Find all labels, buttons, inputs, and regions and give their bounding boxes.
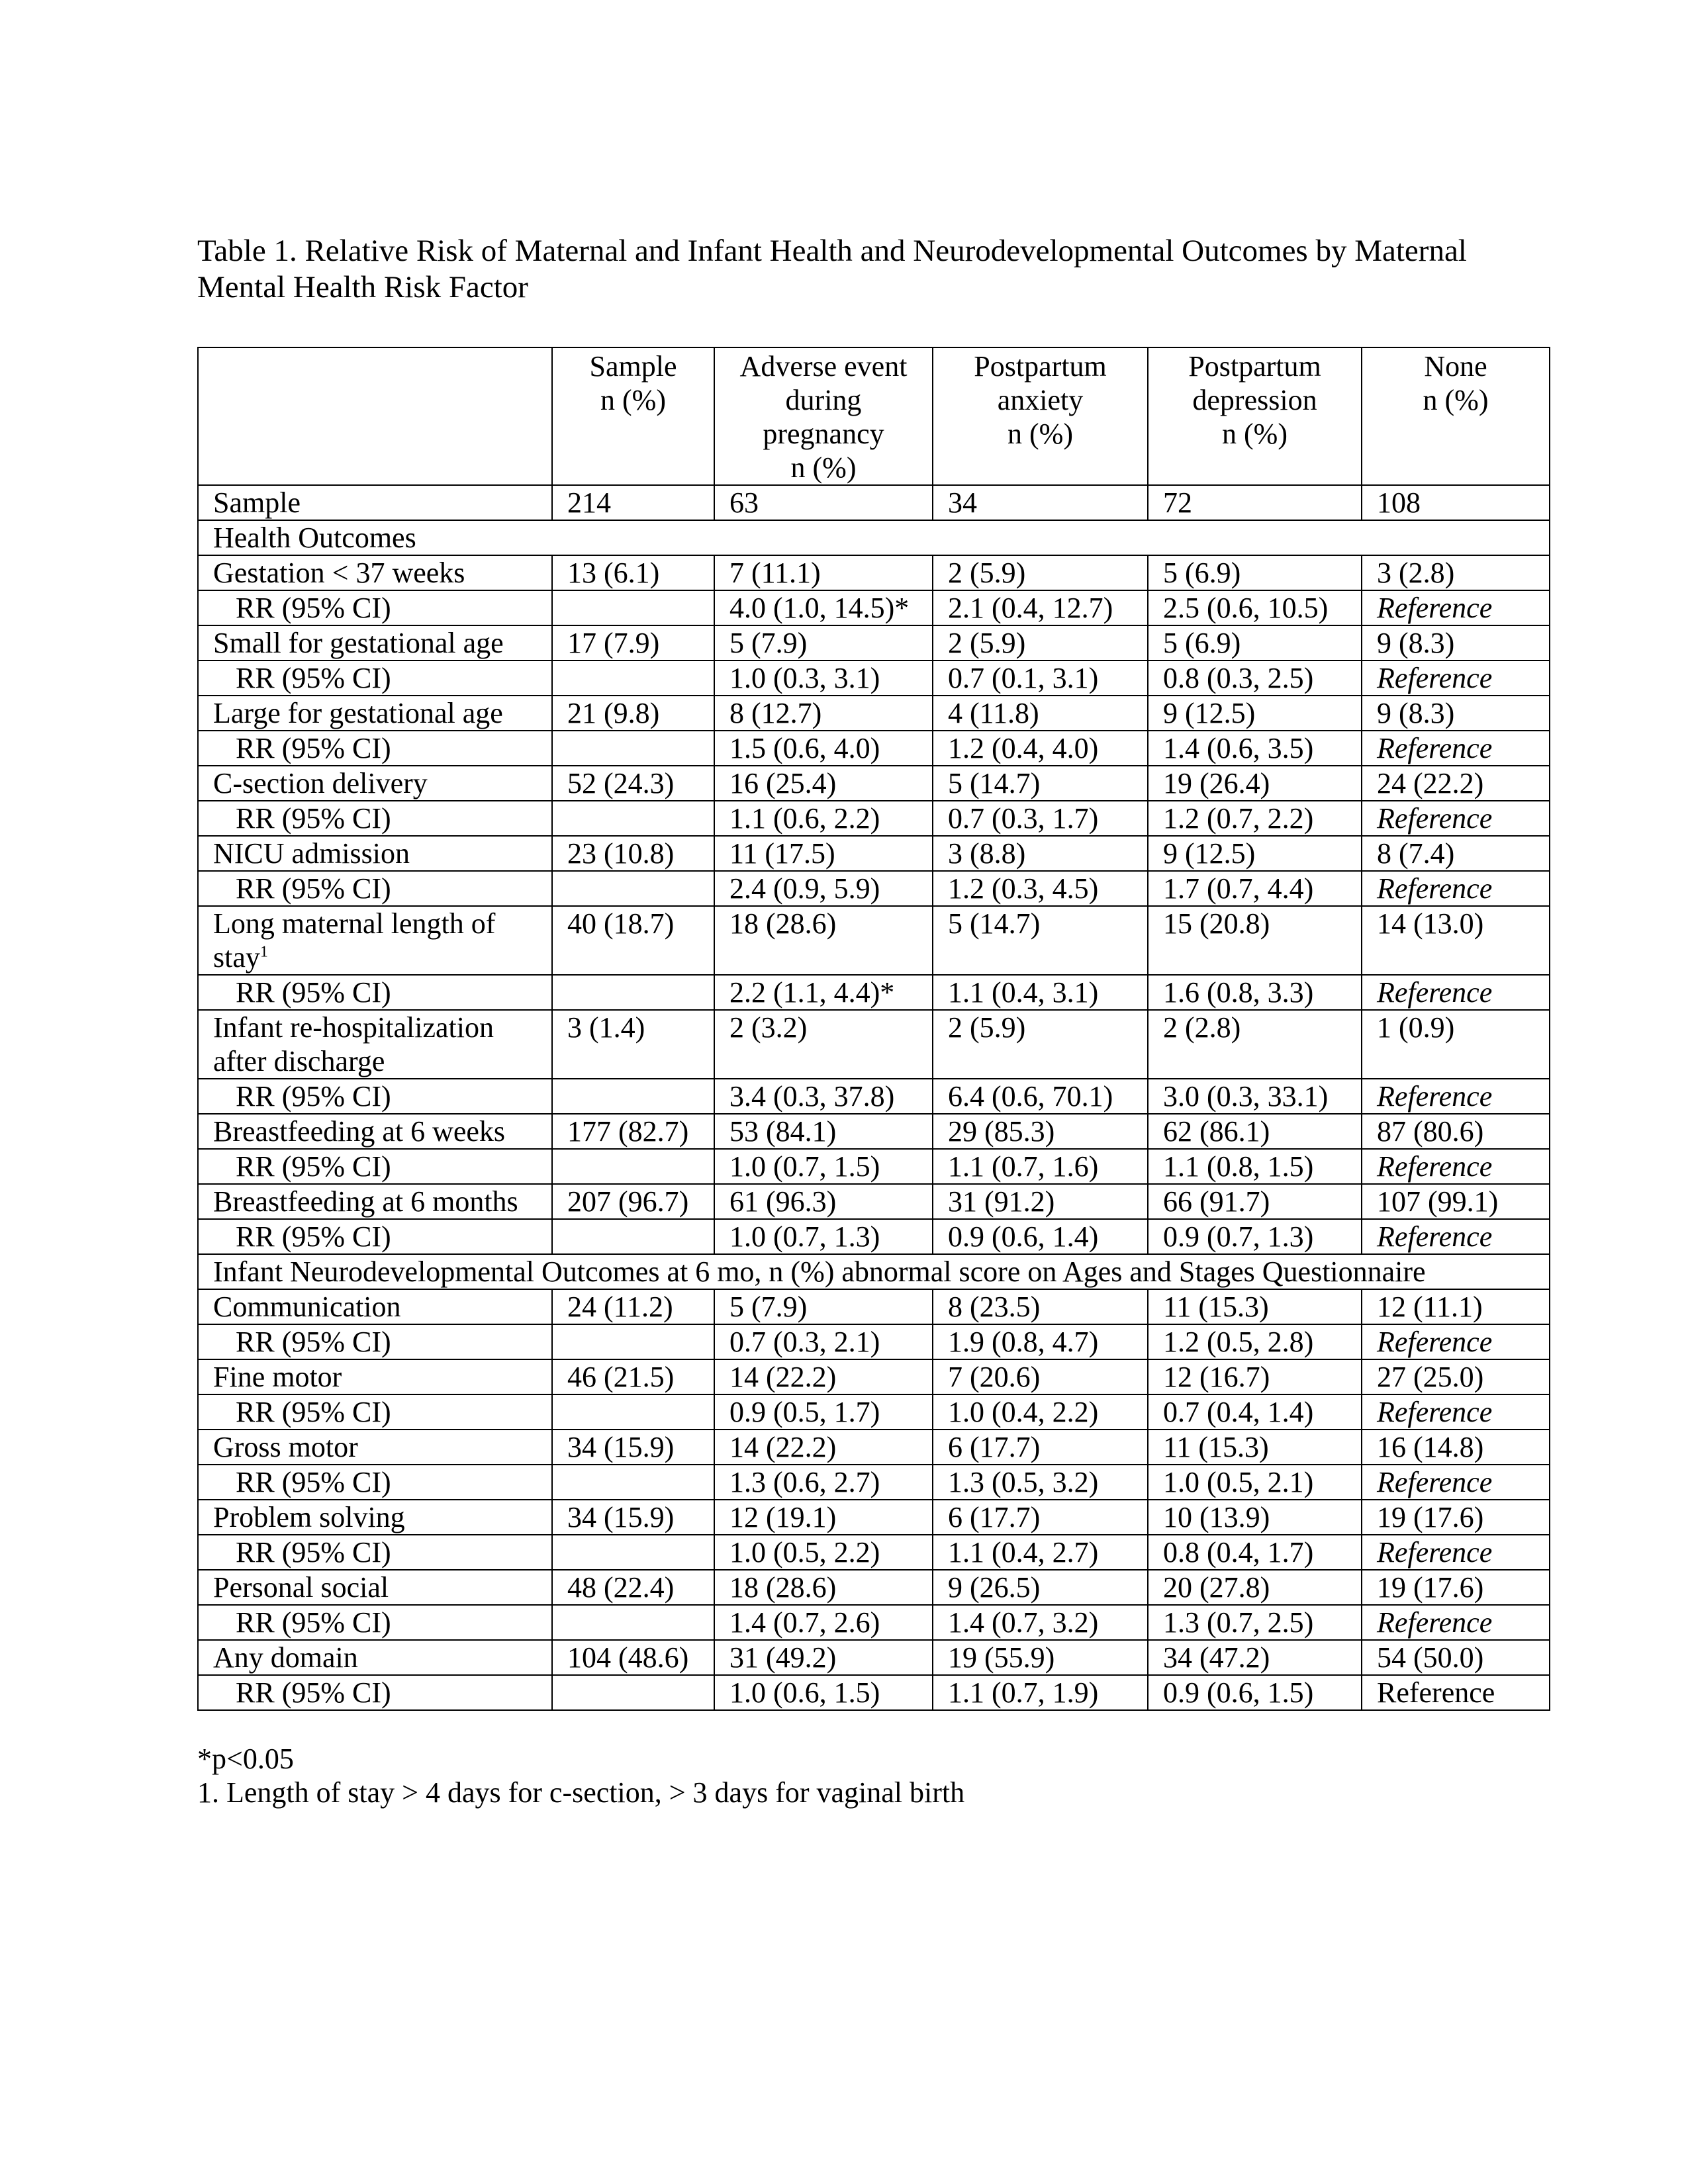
value-cell: 34 (15.9) [552, 1500, 714, 1535]
rr-row [198, 1324, 1550, 1359]
value-cell: 1.2 (0.7, 2.2) [1148, 801, 1362, 836]
value-cell: Reference [1362, 1394, 1550, 1430]
value-cell: 4 (11.8) [933, 696, 1148, 731]
value-cell: 17 (7.9) [552, 625, 714, 660]
footnote-significance: *p<0.05 [197, 1743, 294, 1775]
value-cell: 16 (25.4) [714, 766, 933, 801]
row-label-text: Large for gestational age [213, 697, 503, 729]
value-cell: 1.0 (0.6, 1.5) [714, 1675, 933, 1710]
value-cell: 1.0 (0.5, 2.1) [1148, 1465, 1362, 1500]
value-cell [552, 1394, 714, 1430]
row-label-text: Problem solving [213, 1501, 405, 1533]
value-cell: 2.2 (1.1, 4.4)* [714, 975, 933, 1010]
value-cell: 31 (91.2) [933, 1184, 1148, 1219]
value-cell [552, 871, 714, 906]
row-label-text: Gross motor [213, 1431, 358, 1463]
rr-label [198, 1149, 552, 1184]
header-text: n (%) [1423, 384, 1489, 416]
outcome-row [198, 1289, 1550, 1324]
value-cell: 1.1 (0.4, 2.7) [933, 1535, 1148, 1570]
value-cell: 1.4 (0.6, 3.5) [1148, 731, 1362, 766]
value-cell: 1.1 (0.4, 3.1) [933, 975, 1148, 1010]
rr-label [198, 1394, 552, 1430]
value-cell: 72 [1148, 485, 1362, 520]
value-cell: 2 (2.8) [1148, 1010, 1362, 1079]
outcome-label [198, 696, 552, 731]
value-cell: 7 (11.1) [714, 555, 933, 590]
value-cell: 12 (11.1) [1362, 1289, 1550, 1324]
outcome-label [198, 1114, 552, 1149]
outcomes-table [197, 347, 1550, 1711]
value-cell: 1.3 (0.7, 2.5) [1148, 1605, 1362, 1640]
rr-label [198, 660, 552, 696]
row-label-text: RR (95% CI) [236, 1536, 391, 1569]
value-cell: 6.4 (0.6, 70.1) [933, 1079, 1148, 1114]
outcome-row [198, 1500, 1550, 1535]
row-label-text: NICU admission [213, 837, 410, 870]
rr-label [198, 1324, 552, 1359]
rr-row [198, 1149, 1550, 1184]
rr-row [198, 1219, 1550, 1254]
value-cell: 0.7 (0.4, 1.4) [1148, 1394, 1362, 1430]
row-label-text: Infant re-hospitalization after discharge [213, 1011, 494, 1077]
value-cell: 1.0 (0.7, 1.5) [714, 1149, 933, 1184]
outcome-row [198, 485, 1550, 520]
header-text: n (%) [600, 384, 666, 416]
value-cell: 5 (14.7) [933, 766, 1148, 801]
row-label-text: C-section delivery [213, 767, 428, 799]
value-cell: 19 (55.9) [933, 1640, 1148, 1675]
row-label-text: Small for gestational age [213, 627, 504, 659]
value-cell: 1.4 (0.7, 2.6) [714, 1605, 933, 1640]
rr-row [198, 1394, 1550, 1430]
rr-label [198, 1079, 552, 1114]
value-cell: 1.1 (0.7, 1.6) [933, 1149, 1148, 1184]
value-cell: 19 (26.4) [1148, 766, 1362, 801]
row-label-text: RR (95% CI) [236, 1220, 391, 1253]
header-text: depression [1192, 384, 1317, 416]
value-cell: 53 (84.1) [714, 1114, 933, 1149]
rr-row [198, 590, 1550, 625]
outcome-row [198, 836, 1550, 871]
rr-row [198, 731, 1550, 766]
value-cell [552, 1079, 714, 1114]
value-cell: Reference [1362, 1324, 1550, 1359]
value-cell: Reference [1362, 590, 1550, 625]
value-cell: 1.1 (0.8, 1.5) [1148, 1149, 1362, 1184]
value-cell: 1.1 (0.7, 1.9) [933, 1675, 1148, 1710]
value-cell: Reference [1362, 1219, 1550, 1254]
value-cell: 0.9 (0.6, 1.4) [933, 1219, 1148, 1254]
value-cell: 15 (20.8) [1148, 906, 1362, 975]
rr-label [198, 975, 552, 1010]
row-label-text: RR (95% CI) [236, 1150, 391, 1183]
row-label-text: RR (95% CI) [236, 976, 391, 1009]
value-cell: 7 (20.6) [933, 1359, 1148, 1394]
value-cell [552, 975, 714, 1010]
outcome-label [198, 555, 552, 590]
value-cell: 66 (91.7) [1148, 1184, 1362, 1219]
value-cell: 0.9 (0.6, 1.5) [1148, 1675, 1362, 1710]
value-cell: Reference [1362, 660, 1550, 696]
header-postpartum-depression [1148, 347, 1362, 485]
row-label-text: Any domain [213, 1641, 358, 1674]
value-cell: Reference [1362, 731, 1550, 766]
value-cell: 24 (11.2) [552, 1289, 714, 1324]
value-cell: 1.4 (0.7, 3.2) [933, 1605, 1148, 1640]
value-cell: 0.9 (0.7, 1.3) [1148, 1219, 1362, 1254]
value-cell: 3 (2.8) [1362, 555, 1550, 590]
value-cell: 1.2 (0.3, 4.5) [933, 871, 1148, 906]
value-cell: 5 (7.9) [714, 1289, 933, 1324]
value-cell: 104 (48.6) [552, 1640, 714, 1675]
value-cell: 54 (50.0) [1362, 1640, 1550, 1675]
value-cell: 62 (86.1) [1148, 1114, 1362, 1149]
value-cell: 2.1 (0.4, 12.7) [933, 590, 1148, 625]
header-row [198, 347, 1550, 485]
header-text: Adverse event [739, 350, 908, 383]
row-label-text: Breastfeeding at 6 months [213, 1185, 518, 1218]
rr-row [198, 1535, 1550, 1570]
value-cell: Reference [1362, 1149, 1550, 1184]
value-cell: 1 (0.9) [1362, 1010, 1550, 1079]
outcome-row [198, 1570, 1550, 1605]
value-cell: Reference [1362, 1465, 1550, 1500]
row-label-text: Fine motor [213, 1361, 342, 1393]
value-cell: 9 (12.5) [1148, 836, 1362, 871]
value-cell: 177 (82.7) [552, 1114, 714, 1149]
footnotes [197, 1742, 964, 1809]
value-cell: Reference [1362, 975, 1550, 1010]
value-cell [552, 801, 714, 836]
section-row [198, 1254, 1550, 1289]
outcome-row [198, 1430, 1550, 1465]
value-cell: 0.7 (0.3, 1.7) [933, 801, 1148, 836]
outcome-row [198, 555, 1550, 590]
row-label-text: RR (95% CI) [236, 802, 391, 835]
rr-row [198, 975, 1550, 1010]
outcome-label [198, 1184, 552, 1219]
header-text: pregnancy [763, 418, 884, 450]
outcome-label [198, 836, 552, 871]
value-cell: 48 (22.4) [552, 1570, 714, 1605]
value-cell: 9 (12.5) [1148, 696, 1362, 731]
value-cell: 23 (10.8) [552, 836, 714, 871]
value-cell: 0.7 (0.1, 3.1) [933, 660, 1148, 696]
outcome-label [198, 1359, 552, 1394]
outcome-label [198, 1500, 552, 1535]
value-cell: 34 (47.2) [1148, 1640, 1362, 1675]
value-cell: 87 (80.6) [1362, 1114, 1550, 1149]
row-label-text: RR (95% CI) [236, 872, 391, 905]
rr-label [198, 731, 552, 766]
value-cell: 108 [1362, 485, 1550, 520]
section-row [198, 520, 1550, 555]
value-cell: 16 (14.8) [1362, 1430, 1550, 1465]
value-cell: 29 (85.3) [933, 1114, 1148, 1149]
row-label-text: RR (95% CI) [236, 1466, 391, 1498]
value-cell: 2 (5.9) [933, 625, 1148, 660]
value-cell: 2 (5.9) [933, 555, 1148, 590]
row-label-text: Sample [213, 486, 301, 519]
value-cell [552, 1324, 714, 1359]
value-cell: 14 (22.2) [714, 1430, 933, 1465]
value-cell: 9 (8.3) [1362, 696, 1550, 731]
value-cell: 5 (6.9) [1148, 625, 1362, 660]
value-cell: 8 (12.7) [714, 696, 933, 731]
table-title: Table 1. Relative Risk of Maternal and Infant Health and Neurodevelopmental Outcomes by Maternal Mental Health Risk Factor [197, 234, 1467, 304]
header-none [1362, 347, 1550, 485]
value-cell: 8 (7.4) [1362, 836, 1550, 871]
value-cell: 11 (15.3) [1148, 1430, 1362, 1465]
outcome-row [198, 696, 1550, 731]
header-text: anxiety [997, 384, 1084, 416]
header-blank [198, 347, 552, 485]
value-cell: Reference [1362, 1535, 1550, 1570]
value-cell: Reference [1362, 1605, 1550, 1640]
value-cell: 5 (14.7) [933, 906, 1148, 975]
value-cell: 1.3 (0.5, 3.2) [933, 1465, 1148, 1500]
outcome-row [198, 906, 1550, 975]
row-label-text: Personal social [213, 1571, 389, 1604]
outcome-label [198, 1010, 552, 1079]
value-cell [552, 1605, 714, 1640]
row-label-text: RR (95% CI) [236, 1326, 391, 1358]
value-cell: 20 (27.8) [1148, 1570, 1362, 1605]
row-label-text: Breastfeeding at 6 weeks [213, 1115, 506, 1148]
value-cell: 14 (22.2) [714, 1359, 933, 1394]
outcome-label [198, 1289, 552, 1324]
value-cell: 2.4 (0.9, 5.9) [714, 871, 933, 906]
value-cell: Reference [1362, 801, 1550, 836]
header-text: n (%) [790, 451, 857, 484]
header-adverse-event [714, 347, 933, 485]
value-cell [552, 1465, 714, 1500]
value-cell: 13 (6.1) [552, 555, 714, 590]
row-label-text: Communication [213, 1291, 401, 1323]
table-body [198, 485, 1550, 1710]
rr-row [198, 1675, 1550, 1710]
rr-label [198, 1605, 552, 1640]
header-text: n (%) [1008, 418, 1073, 450]
rr-label [198, 1219, 552, 1254]
value-cell: 2 (5.9) [933, 1010, 1148, 1079]
outcome-label [198, 766, 552, 801]
value-cell: 3.4 (0.3, 37.8) [714, 1079, 933, 1114]
value-cell: 5 (6.9) [1148, 555, 1362, 590]
row-label-text: RR (95% CI) [236, 1396, 391, 1428]
value-cell: 3 (8.8) [933, 836, 1148, 871]
table-header [198, 347, 1550, 485]
value-cell: 0.8 (0.4, 1.7) [1148, 1535, 1362, 1570]
outcome-label [198, 1640, 552, 1675]
section-heading: Infant Neurodevelopmental Outcomes at 6 mo, n (%) abnormal score on Ages and Stages Questionnaire [198, 1254, 1550, 1289]
value-cell: 107 (99.1) [1362, 1184, 1550, 1219]
value-cell: 6 (17.7) [933, 1500, 1148, 1535]
value-cell: 1.2 (0.5, 2.8) [1148, 1324, 1362, 1359]
footnote-length-of-stay: 1. Length of stay > 4 days for c-section, > 3 days for vaginal birth [197, 1776, 965, 1809]
outcome-row [198, 1640, 1550, 1675]
value-cell: 8 (23.5) [933, 1289, 1148, 1324]
value-cell: 1.5 (0.6, 4.0) [714, 731, 933, 766]
rr-row [198, 871, 1550, 906]
value-cell: 12 (19.1) [714, 1500, 933, 1535]
value-cell: 9 (26.5) [933, 1570, 1148, 1605]
value-cell: 19 (17.6) [1362, 1500, 1550, 1535]
value-cell: 27 (25.0) [1362, 1359, 1550, 1394]
value-cell: 1.2 (0.4, 4.0) [933, 731, 1148, 766]
rr-label [198, 801, 552, 836]
value-cell [552, 1535, 714, 1570]
outcome-label [198, 906, 552, 975]
outcome-label [198, 485, 552, 520]
header-text: Postpartum [974, 350, 1107, 383]
header-text: Sample [589, 350, 677, 383]
row-label-text: RR (95% CI) [236, 1676, 391, 1709]
value-cell: 3 (1.4) [552, 1010, 714, 1079]
rr-row [198, 801, 1550, 836]
value-cell: 14 (13.0) [1362, 906, 1550, 975]
header-sample [552, 347, 714, 485]
value-cell: 18 (28.6) [714, 1570, 933, 1605]
value-cell: 2.5 (0.6, 10.5) [1148, 590, 1362, 625]
row-label-text: RR (95% CI) [236, 592, 391, 624]
value-cell: 11 (17.5) [714, 836, 933, 871]
rr-row [198, 660, 1550, 696]
value-cell: 31 (49.2) [714, 1640, 933, 1675]
value-cell: 11 (15.3) [1148, 1289, 1362, 1324]
outcome-label [198, 625, 552, 660]
outcome-row [198, 1184, 1550, 1219]
rr-label [198, 1535, 552, 1570]
value-cell: 34 (15.9) [552, 1430, 714, 1465]
rr-label [198, 590, 552, 625]
rr-row [198, 1605, 1550, 1640]
value-cell: 1.0 (0.3, 3.1) [714, 660, 933, 696]
value-cell: 61 (96.3) [714, 1184, 933, 1219]
value-cell: 0.7 (0.3, 2.1) [714, 1324, 933, 1359]
value-cell: 34 [933, 485, 1148, 520]
value-cell [552, 660, 714, 696]
value-cell [552, 1219, 714, 1254]
value-cell: 1.1 (0.6, 2.2) [714, 801, 933, 836]
header-text: n (%) [1222, 418, 1288, 450]
value-cell: 9 (8.3) [1362, 625, 1550, 660]
outcome-label [198, 1570, 552, 1605]
value-cell: 12 (16.7) [1148, 1359, 1362, 1394]
rr-label [198, 1465, 552, 1500]
value-cell [552, 731, 714, 766]
value-cell: 24 (22.2) [1362, 766, 1550, 801]
rr-row [198, 1465, 1550, 1500]
value-cell: 63 [714, 485, 933, 520]
row-label-text: RR (95% CI) [236, 732, 391, 764]
header-postpartum-anxiety [933, 347, 1148, 485]
value-cell [552, 1675, 714, 1710]
row-label-text: RR (95% CI) [236, 1080, 391, 1113]
row-label-text: Gestation < 37 weeks [213, 557, 465, 589]
outcome-row [198, 766, 1550, 801]
value-cell: 10 (13.9) [1148, 1500, 1362, 1535]
value-cell: 5 (7.9) [714, 625, 933, 660]
value-cell: 1.7 (0.7, 4.4) [1148, 871, 1362, 906]
value-cell: 52 (24.3) [552, 766, 714, 801]
value-cell: 6 (17.7) [933, 1430, 1148, 1465]
row-label-text: Long maternal length of stay [213, 907, 496, 974]
value-cell: 207 (96.7) [552, 1184, 714, 1219]
outcome-row [198, 1010, 1550, 1079]
section-heading: Health Outcomes [198, 520, 1550, 555]
rr-row [198, 1079, 1550, 1114]
value-cell [552, 1149, 714, 1184]
value-cell: Reference [1362, 871, 1550, 906]
value-cell: 46 (21.5) [552, 1359, 714, 1394]
row-label-text: RR (95% CI) [236, 662, 391, 694]
outcome-row [198, 1359, 1550, 1394]
value-cell: 1.0 (0.4, 2.2) [933, 1394, 1148, 1430]
value-cell: 1.0 (0.7, 1.3) [714, 1219, 933, 1254]
value-cell: Reference [1362, 1675, 1550, 1710]
footnote-marker: 1 [259, 943, 268, 961]
value-cell: 0.9 (0.5, 1.7) [714, 1394, 933, 1430]
outcome-label [198, 1430, 552, 1465]
row-label-text: RR (95% CI) [236, 1606, 391, 1639]
rr-label [198, 871, 552, 906]
value-cell [552, 590, 714, 625]
value-cell: 2 (3.2) [714, 1010, 933, 1079]
value-cell: 1.9 (0.8, 4.7) [933, 1324, 1148, 1359]
value-cell: 0.8 (0.3, 2.5) [1148, 660, 1362, 696]
value-cell: 19 (17.6) [1362, 1570, 1550, 1605]
value-cell: 4.0 (1.0, 14.5)* [714, 590, 933, 625]
rr-label [198, 1675, 552, 1710]
value-cell: 40 (18.7) [552, 906, 714, 975]
value-cell: 21 (9.8) [552, 696, 714, 731]
outcome-row [198, 1114, 1550, 1149]
value-cell: 1.0 (0.5, 2.2) [714, 1535, 933, 1570]
outcome-row [198, 625, 1550, 660]
header-text: Postpartum [1188, 350, 1321, 383]
value-cell: 1.3 (0.6, 2.7) [714, 1465, 933, 1500]
header-text: None [1424, 350, 1487, 383]
value-cell: 18 (28.6) [714, 906, 933, 975]
header-text: during [785, 384, 862, 416]
value-cell: 1.6 (0.8, 3.3) [1148, 975, 1362, 1010]
value-cell: Reference [1362, 1079, 1550, 1114]
value-cell: 214 [552, 485, 714, 520]
value-cell: 3.0 (0.3, 33.1) [1148, 1079, 1362, 1114]
